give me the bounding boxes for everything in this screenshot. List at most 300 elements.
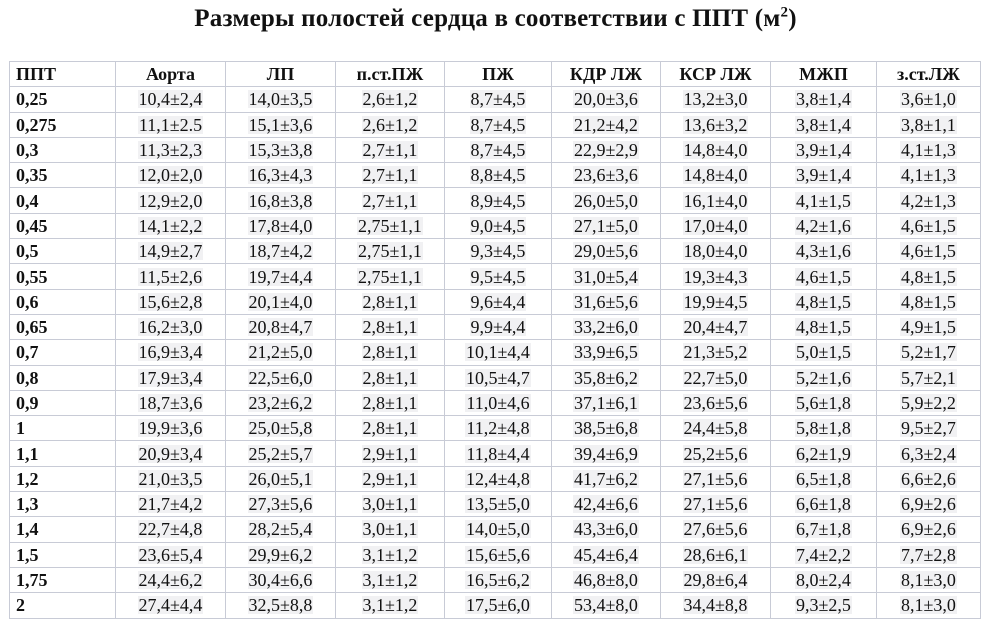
table-cell [552, 492, 661, 517]
table-cell [877, 239, 981, 264]
table-cell [877, 416, 981, 441]
cell-value: 8,7±4,5 [470, 89, 526, 110]
table-cell [552, 340, 661, 365]
table-cell [661, 365, 771, 390]
cell-value: 9,5±4,5 [470, 266, 526, 287]
cell-value: 4,2±1,3 [901, 190, 956, 211]
cell-value: 4,8±1,5 [796, 291, 851, 312]
cell-value: 30,4±6,6 [248, 570, 313, 591]
cell-value: 6,7±1,8 [796, 519, 851, 540]
title-text: Размеры полостей сердца в соответствии с ППТ (м [194, 5, 781, 32]
cell-value: 15,6±2,8 [138, 291, 203, 312]
table-cell [336, 289, 445, 314]
cell-value: 26,0±5,0 [574, 190, 638, 211]
table-cell [336, 87, 445, 112]
table-cell [877, 87, 981, 112]
bsa-cell: 1,1 [10, 441, 116, 466]
cell-value: 31,0±5,4 [574, 266, 638, 287]
table-cell [226, 390, 336, 415]
table-cell [771, 466, 877, 491]
cell-value: 8,0±2,4 [796, 570, 851, 591]
table-cell [445, 390, 552, 415]
table-cell [771, 188, 877, 213]
table-cell [877, 340, 981, 365]
table-row [10, 466, 981, 491]
table-cell [336, 390, 445, 415]
cell-value: 5,7±2,1 [901, 367, 956, 388]
cell-value: 21,3±5,2 [683, 342, 748, 363]
table-cell [771, 264, 877, 289]
cell-value: 4,1±1,3 [901, 165, 956, 186]
table-cell [226, 542, 336, 567]
cell-value: 21,0±3,5 [138, 468, 203, 489]
table-cell [445, 441, 552, 466]
cell-value: 33,2±6,0 [574, 317, 638, 338]
bsa-cell: 0,25 [10, 87, 116, 112]
table-row [10, 239, 981, 264]
bsa-cell: 0,8 [10, 365, 116, 390]
cell-value: 27,3±5,6 [248, 494, 313, 515]
cell-value: 46,8±8,0 [574, 570, 638, 591]
table-row [10, 137, 981, 162]
cell-value: 23,6±5,4 [138, 544, 203, 565]
cell-value: 37,1±6,1 [574, 393, 638, 413]
table-cell [877, 213, 981, 238]
table-cell [771, 314, 877, 339]
cell-value: 12,9±2,0 [138, 190, 203, 211]
cell-value: 42,4±6,6 [574, 494, 638, 515]
table-cell [336, 365, 445, 390]
table-cell [771, 441, 877, 466]
table-cell [336, 567, 445, 592]
table-cell [877, 593, 981, 618]
cell-value: 24,4±5,8 [683, 418, 748, 439]
table-cell [445, 264, 552, 289]
cell-value: 6,6±1,8 [796, 494, 851, 515]
table-cell [116, 340, 226, 365]
table-cell [336, 264, 445, 289]
cell-value: 22,5±6,0 [248, 367, 313, 388]
table-cell [116, 163, 226, 188]
table-cell [661, 188, 771, 213]
cell-value: 41,7±6,2 [574, 468, 638, 489]
cell-value: 4,6±1,5 [901, 241, 956, 262]
cell-value: 18,7±3,6 [138, 393, 203, 413]
table-cell [226, 213, 336, 238]
table-cell [226, 340, 336, 365]
table-cell [336, 542, 445, 567]
cell-value: 2,8±1,1 [362, 291, 418, 312]
table-cell [445, 188, 552, 213]
cell-value: 12,4±4,8 [466, 468, 530, 489]
table-cell [661, 87, 771, 112]
bsa-cell: 0,55 [10, 264, 116, 289]
table-cell [771, 593, 877, 618]
table-cell [445, 542, 552, 567]
cell-value: 27,1±5,6 [683, 494, 748, 515]
cell-value: 22,7±4,8 [138, 519, 203, 540]
table-cell [771, 492, 877, 517]
cell-value: 9,5±2,7 [901, 418, 956, 439]
cell-value: 22,7±5,0 [683, 367, 748, 388]
title-close: ) [788, 5, 797, 32]
table-cell [226, 264, 336, 289]
table-cell [445, 112, 552, 137]
table-cell [552, 416, 661, 441]
table-cell [877, 289, 981, 314]
table-row [10, 390, 981, 415]
cell-value: 14,0±5,0 [466, 519, 530, 540]
header-lv-edd: КДР ЛЖ [552, 62, 661, 87]
cell-value: 43,3±6,0 [574, 519, 638, 540]
table-cell [771, 567, 877, 592]
table-cell [552, 441, 661, 466]
cell-value: 2,75±1,1 [358, 266, 422, 287]
table-cell [552, 390, 661, 415]
table-cell [116, 213, 226, 238]
cell-value: 2,6±1,2 [362, 89, 418, 110]
table-cell [552, 87, 661, 112]
header-aorta: Аорта [116, 62, 226, 87]
cell-value: 4,3±1,6 [796, 241, 851, 262]
table-cell [445, 340, 552, 365]
table-cell [116, 416, 226, 441]
cell-value: 2,8±1,1 [362, 342, 418, 363]
cell-value: 19,9±3,6 [138, 418, 203, 439]
heart-cavity-size-table [9, 61, 981, 619]
cell-value: 9,6±4,4 [470, 291, 526, 312]
cell-value: 14,1±2,2 [138, 215, 203, 236]
table-cell [661, 466, 771, 491]
cell-value: 17,9±3,4 [138, 367, 203, 388]
table-cell [661, 112, 771, 137]
table-cell [661, 517, 771, 542]
cell-value: 4,1±1,5 [796, 190, 851, 211]
table-cell [445, 87, 552, 112]
cell-value: 8,9±4,5 [470, 190, 526, 211]
cell-value: 9,0±4,5 [470, 215, 526, 236]
table-cell [226, 517, 336, 542]
table-cell [116, 289, 226, 314]
table-cell [336, 517, 445, 542]
table-cell [226, 365, 336, 390]
table-cell [116, 542, 226, 567]
bsa-cell: 0,5 [10, 239, 116, 264]
table-cell [116, 314, 226, 339]
table-cell [877, 492, 981, 517]
cell-value: 2,75±1,1 [358, 215, 422, 236]
table-cell [445, 517, 552, 542]
table-cell [771, 87, 877, 112]
table-cell [771, 416, 877, 441]
table-cell [226, 289, 336, 314]
header-rv: ПЖ [445, 62, 552, 87]
table-cell [661, 289, 771, 314]
cell-value: 27,4±4,4 [138, 595, 203, 616]
cell-value: 29,9±6,2 [248, 544, 313, 565]
cell-value: 4,8±1,5 [796, 317, 851, 338]
cell-value: 16,3±4,3 [248, 165, 313, 186]
cell-value: 16,2±3,0 [138, 317, 203, 338]
cell-value: 7,4±2,2 [796, 544, 851, 565]
table-cell [226, 593, 336, 618]
cell-value: 18,7±4,2 [248, 241, 313, 262]
table-cell [877, 188, 981, 213]
cell-value: 5,0±1,5 [796, 342, 851, 363]
cell-value: 11,5±2,6 [138, 266, 203, 287]
cell-value: 6,3±2,4 [901, 443, 956, 464]
table-body [10, 87, 981, 618]
cell-value: 12,0±2,0 [138, 165, 203, 186]
table-cell [661, 441, 771, 466]
cell-value: 3,0±1,1 [362, 494, 418, 515]
cell-value: 9,3±4,5 [470, 241, 526, 262]
table-row [10, 441, 981, 466]
table-cell [116, 567, 226, 592]
table-cell [445, 213, 552, 238]
table-cell [552, 213, 661, 238]
cell-value: 3,1±1,2 [362, 595, 418, 616]
table-row [10, 593, 981, 618]
cell-value: 21,2±5,0 [248, 342, 313, 363]
table-row [10, 492, 981, 517]
table-cell [336, 492, 445, 517]
cell-value: 3,8±1,4 [796, 89, 851, 110]
cell-value: 21,2±4,2 [574, 114, 638, 135]
table-cell [336, 213, 445, 238]
table-cell [116, 390, 226, 415]
table-cell [552, 314, 661, 339]
cell-value: 9,9±4,4 [470, 317, 526, 338]
cell-value: 21,7±4,2 [138, 494, 203, 515]
cell-value: 8,1±3,0 [901, 570, 956, 591]
cell-value: 11,2±4,8 [466, 418, 530, 439]
table-cell [336, 137, 445, 162]
table-cell [445, 365, 552, 390]
cell-value: 25,2±5,6 [683, 443, 748, 464]
table-cell [771, 112, 877, 137]
table-row [10, 264, 981, 289]
cell-value: 31,6±5,6 [574, 291, 638, 312]
cell-value: 11,3±2,3 [138, 140, 203, 161]
cell-value: 45,4±6,4 [574, 544, 638, 565]
table-cell [661, 137, 771, 162]
cell-value: 38,5±6,8 [574, 418, 638, 439]
cell-value: 19,7±4,4 [248, 266, 313, 287]
cell-value: 8,7±4,5 [470, 140, 526, 161]
cell-value: 28,2±5,4 [248, 519, 313, 540]
table-cell [771, 517, 877, 542]
table-cell [226, 492, 336, 517]
cell-value: 35,8±6,2 [574, 367, 638, 388]
cell-value: 20,1±4,0 [248, 291, 313, 312]
table-row [10, 188, 981, 213]
table-cell [226, 112, 336, 137]
bsa-cell: 1,3 [10, 492, 116, 517]
cell-value: 22,9±2,9 [574, 140, 638, 161]
cell-value: 17,5±6,0 [466, 595, 530, 616]
table-cell [661, 593, 771, 618]
cell-value: 16,9±3,4 [138, 342, 203, 363]
table-row [10, 365, 981, 390]
cell-value: 2,7±1,1 [362, 140, 418, 161]
table-cell [336, 441, 445, 466]
cell-value: 3,1±1,2 [362, 570, 418, 591]
table-cell [226, 188, 336, 213]
cell-value: 34,4±8,8 [683, 595, 748, 616]
bsa-cell: 0,3 [10, 137, 116, 162]
table-cell [552, 264, 661, 289]
cell-value: 14,8±4,0 [683, 140, 748, 161]
cell-value: 4,9±1,5 [901, 317, 956, 338]
table-cell [661, 163, 771, 188]
cell-value: 13,6±3,2 [683, 114, 748, 135]
table-cell [877, 466, 981, 491]
table-cell [877, 567, 981, 592]
cell-value: 5,6±1,8 [796, 393, 851, 413]
cell-value: 2,75±1,1 [358, 241, 422, 262]
table-cell [552, 163, 661, 188]
cell-value: 4,8±1,5 [901, 266, 956, 287]
table-cell [116, 441, 226, 466]
cell-value: 3,9±1,4 [796, 140, 851, 161]
cell-value: 5,2±1,6 [796, 367, 851, 388]
table-row [10, 112, 981, 137]
table-row [10, 289, 981, 314]
table-cell [771, 542, 877, 567]
cell-value: 3,0±1,1 [362, 519, 418, 540]
cell-value: 17,0±4,0 [683, 215, 748, 236]
cell-value: 8,1±3,0 [901, 595, 956, 616]
page-title [0, 2, 991, 36]
table-cell [877, 542, 981, 567]
cell-value: 27,1±5,6 [683, 468, 748, 489]
table-cell [661, 567, 771, 592]
table-cell [552, 365, 661, 390]
table-cell [116, 593, 226, 618]
bsa-cell: 2 [10, 593, 116, 618]
title-superscript: 2 [780, 4, 789, 21]
cell-value: 2,9±1,1 [362, 468, 418, 489]
table-cell [661, 213, 771, 238]
cell-value: 25,2±5,7 [248, 443, 313, 464]
bsa-cell: 0,65 [10, 314, 116, 339]
header-lv-posterior-wall: з.ст.ЛЖ [877, 62, 981, 87]
table-cell [552, 567, 661, 592]
table-row [10, 517, 981, 542]
bsa-cell: 0,9 [10, 390, 116, 415]
table-row [10, 567, 981, 592]
table-cell [445, 289, 552, 314]
cell-value: 4,8±1,5 [901, 291, 956, 312]
table-cell [116, 264, 226, 289]
table-cell [116, 137, 226, 162]
cell-value: 6,9±2,6 [901, 519, 956, 540]
cell-value: 20,4±4,7 [683, 317, 748, 338]
table-cell [661, 492, 771, 517]
cell-value: 5,8±1,8 [796, 418, 851, 439]
table-cell [336, 340, 445, 365]
table-cell [336, 593, 445, 618]
cell-value: 9,3±2,5 [796, 595, 851, 616]
table-cell [116, 87, 226, 112]
cell-value: 24,4±6,2 [138, 570, 203, 591]
cell-value: 17,8±4,0 [248, 215, 313, 236]
table-row [10, 314, 981, 339]
cell-value: 8,7±4,5 [470, 114, 526, 135]
table-row [10, 163, 981, 188]
cell-value: 26,0±5,1 [248, 468, 313, 489]
cell-value: 3,6±1,0 [901, 89, 956, 110]
cell-value: 3,8±1,4 [796, 114, 851, 135]
cell-value: 2,8±1,1 [362, 418, 418, 439]
table-cell [661, 340, 771, 365]
cell-value: 3,1±1,2 [362, 544, 418, 565]
table-row [10, 340, 981, 365]
table-cell [552, 188, 661, 213]
table-cell [552, 542, 661, 567]
table-cell [661, 416, 771, 441]
header-lv-esd: КСР ЛЖ [661, 62, 771, 87]
table-cell [661, 390, 771, 415]
cell-value: 11,1±2.5 [138, 114, 203, 135]
bsa-cell: 1,5 [10, 542, 116, 567]
cell-value: 23,2±6,2 [248, 393, 313, 413]
table-cell [877, 314, 981, 339]
cell-value: 2,7±1,1 [362, 165, 418, 186]
cell-value: 27,1±5,0 [574, 215, 638, 236]
cell-value: 2,9±1,1 [362, 443, 418, 464]
cell-value: 20,9±3,4 [138, 443, 203, 464]
table-cell [445, 593, 552, 618]
table-cell [116, 112, 226, 137]
cell-value: 14,0±3,5 [248, 89, 313, 110]
table-cell [226, 314, 336, 339]
table-cell [877, 264, 981, 289]
cell-value: 3,9±1,4 [796, 165, 851, 186]
bsa-cell: 0,275 [10, 112, 116, 137]
cell-value: 39,4±6,9 [574, 443, 638, 464]
cell-value: 8,8±4,5 [470, 165, 526, 186]
bsa-cell: 1 [10, 416, 116, 441]
cell-value: 28,6±6,1 [683, 544, 748, 565]
table-cell [771, 239, 877, 264]
cell-value: 15,1±3,6 [248, 114, 313, 135]
table-cell [771, 390, 877, 415]
table-cell [771, 289, 877, 314]
cell-value: 15,3±3,8 [248, 140, 313, 161]
bsa-cell: 1,2 [10, 466, 116, 491]
table-cell [336, 466, 445, 491]
table-cell [336, 188, 445, 213]
bsa-cell: 0,45 [10, 213, 116, 238]
table-cell [445, 137, 552, 162]
table-cell [661, 239, 771, 264]
cell-value: 5,9±2,2 [901, 393, 956, 413]
table-cell [771, 340, 877, 365]
table-cell [336, 416, 445, 441]
cell-value: 7,7±2,8 [901, 544, 956, 565]
cell-value: 11,8±4,4 [466, 443, 530, 464]
table-row [10, 416, 981, 441]
header-ivs: МЖП [771, 62, 877, 87]
cell-value: 4,2±1,6 [796, 215, 851, 236]
table-cell [116, 492, 226, 517]
cell-value: 32,5±8,8 [248, 595, 313, 616]
cell-value: 33,9±6,5 [574, 342, 638, 363]
table-cell [771, 365, 877, 390]
cell-value: 4,6±1,5 [796, 266, 851, 287]
